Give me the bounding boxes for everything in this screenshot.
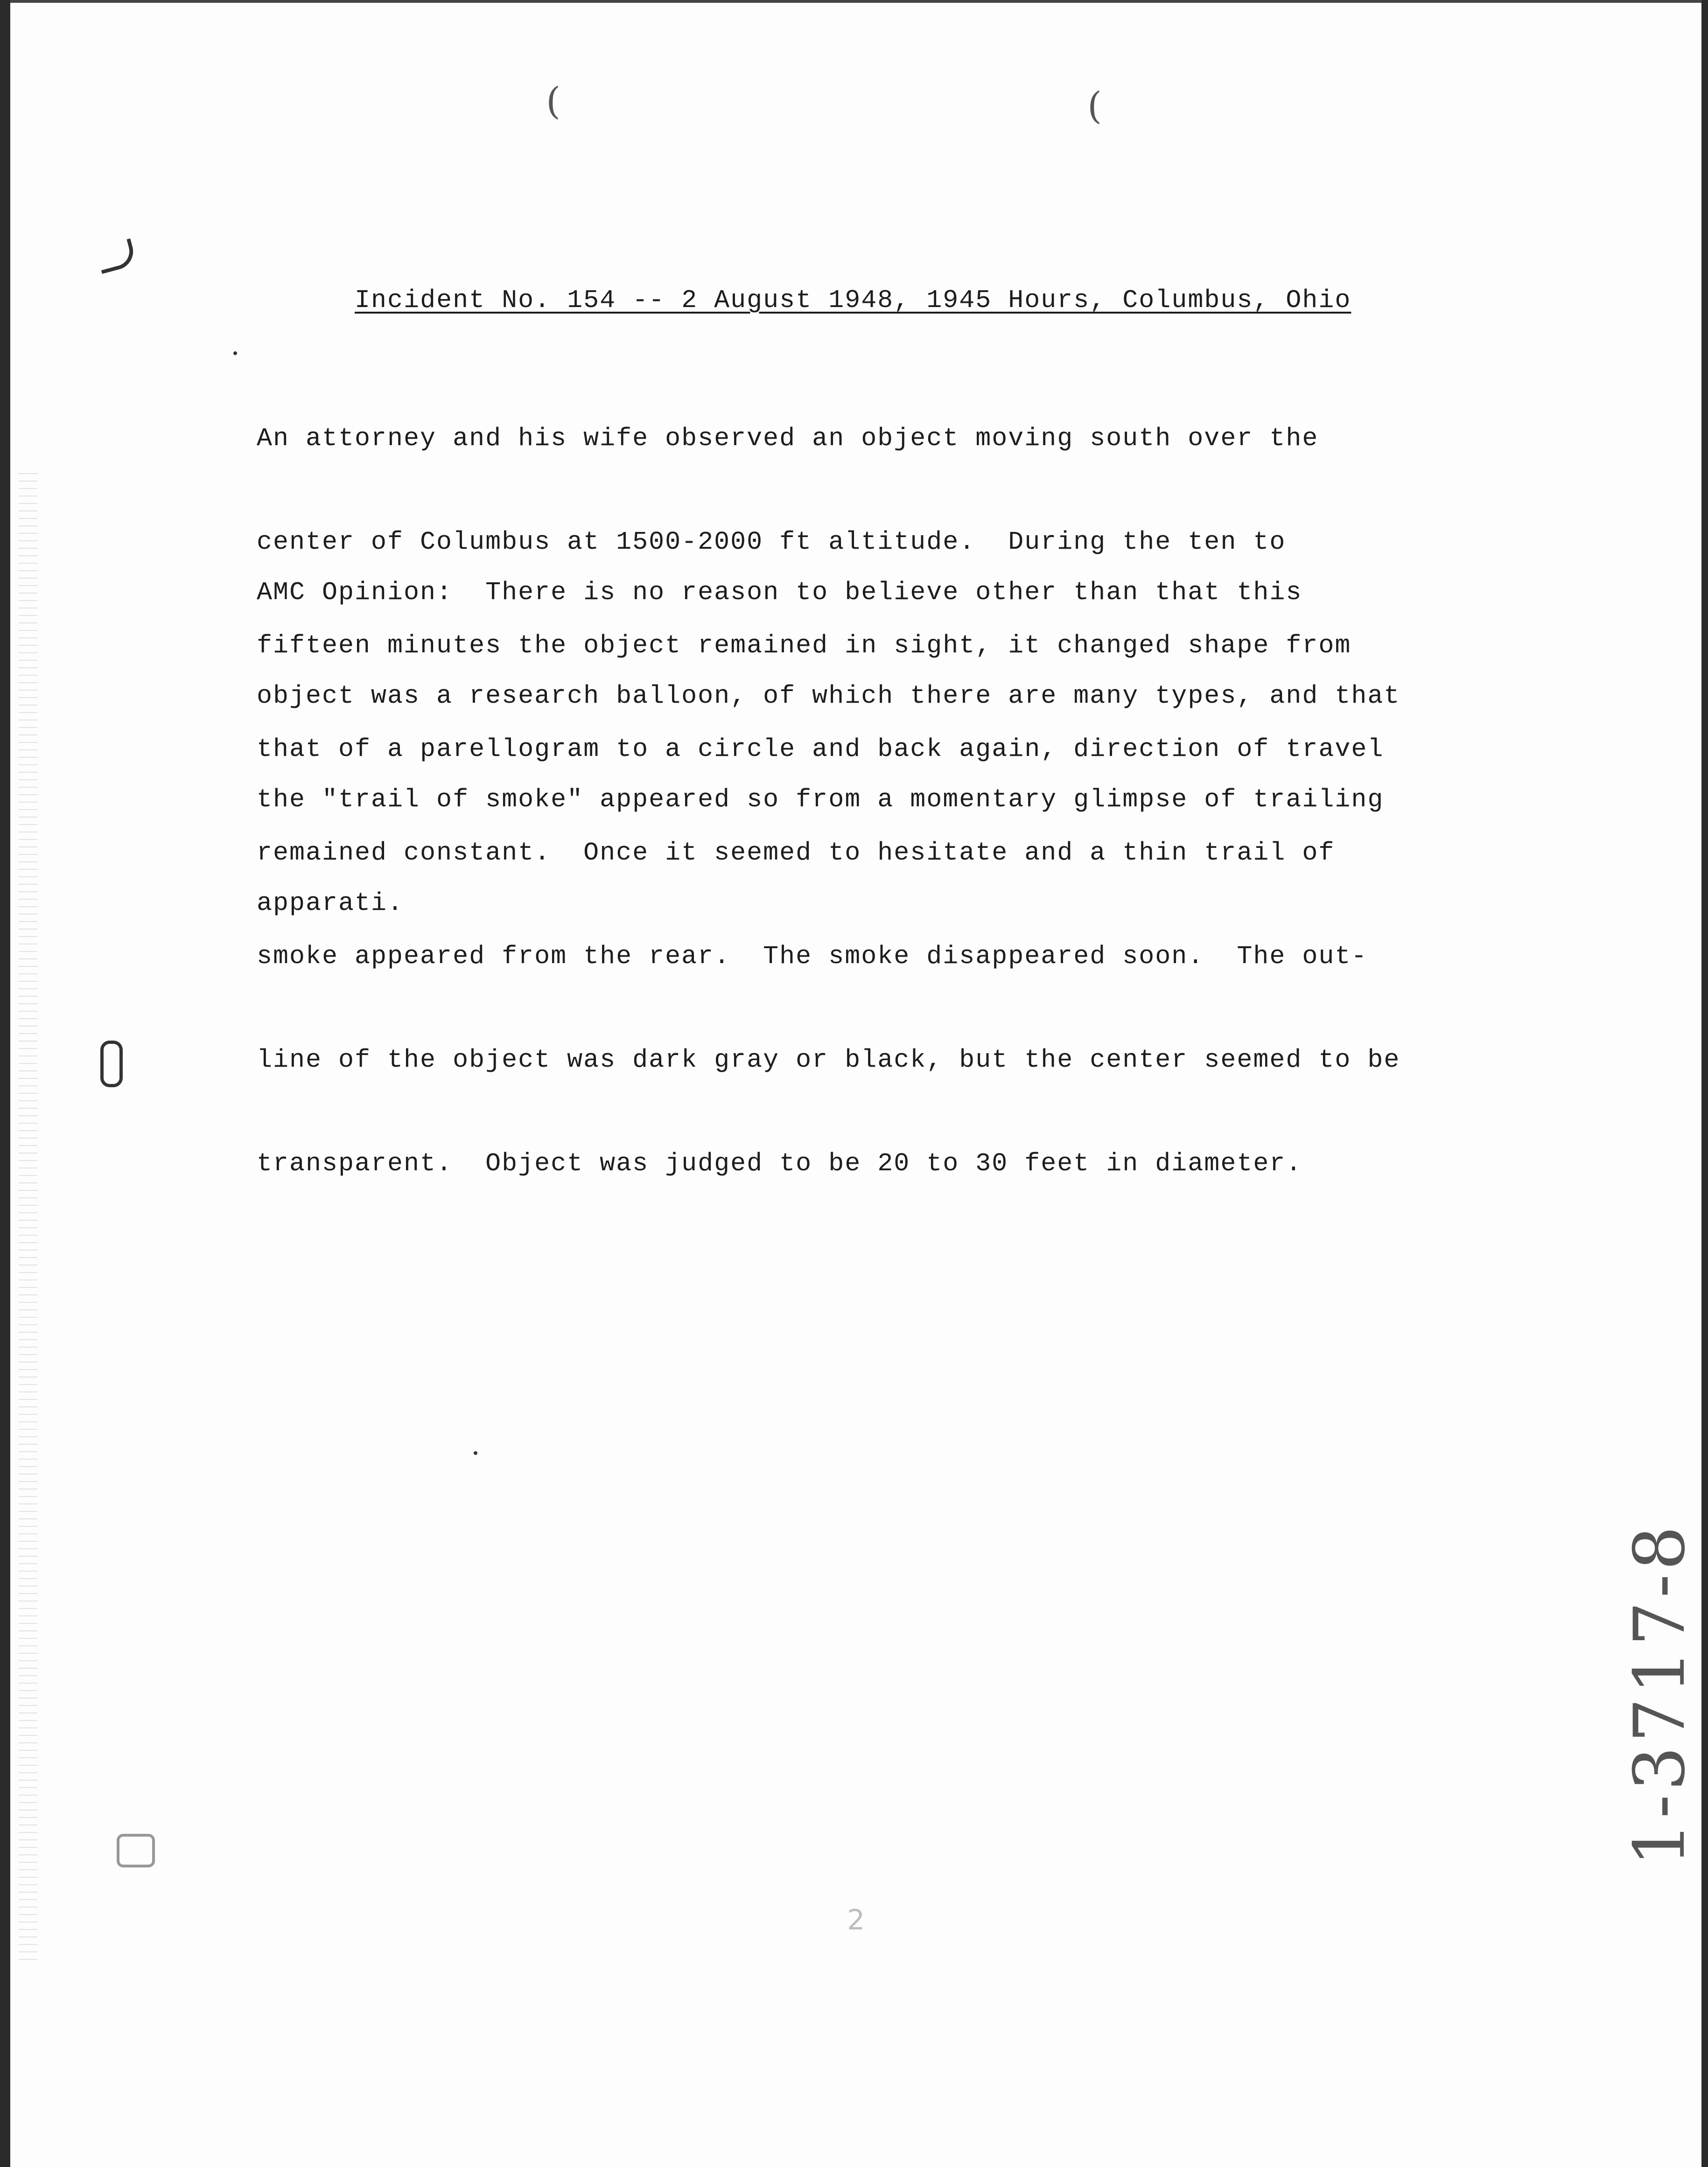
scan-border-left	[0, 0, 10, 2167]
incident-line: remained constant. Once it seemed to hesitate and a thin trail of	[257, 838, 1335, 867]
incident-line: that of a parellogram to a circle and back again, direction of travel	[257, 734, 1384, 764]
opinion-line: AMC Opinion: There is no reason to believe other than that this	[257, 578, 1302, 607]
opinion-paragraph	[257, 506, 1400, 990]
incident-line: fifteen minutes the object remained in sight, it changed shape from	[257, 631, 1351, 660]
opinion-line: object was a research balloon, of which there are many types, and that	[257, 681, 1400, 711]
scan-border-top	[0, 0, 1708, 3]
incident-line: line of the object was dark gray or black, but the center seemed to be	[257, 1045, 1400, 1075]
incident-line: An attorney and his wife observed an object moving south over the	[257, 424, 1319, 453]
incident-heading-underlined: Incident No. 154 -- 2 August 1948, 1945 Hours, Columbus, Ohio	[355, 286, 1351, 315]
incident-heading-line	[257, 249, 1400, 352]
page-number: 2	[847, 1904, 865, 1936]
punch-hole-mark	[100, 1041, 123, 1087]
scan-edge-noise	[19, 467, 37, 1960]
scan-mark-paren: (	[1087, 84, 1102, 127]
punch-hole-mark	[117, 1834, 155, 1867]
scan-mark-paren: (	[546, 79, 561, 123]
incident-line: transparent. Object was judged to be 20 to 30 feet in diameter.	[257, 1149, 1302, 1178]
opinion-line: apparati.	[257, 888, 404, 918]
handwritten-margin-note: 1-3717-8	[1619, 1522, 1701, 1866]
scan-speck	[474, 1451, 477, 1455]
scan-mark-curve	[95, 238, 137, 274]
incident-line: smoke appeared from the rear. The smoke disappeared soon. The out-	[257, 942, 1368, 971]
scan-speck	[233, 351, 237, 355]
scan-border-right	[1701, 0, 1708, 2167]
incident-line: center of Columbus at 1500-2000 ft altitude. During the ten to	[257, 527, 1286, 557]
opinion-line: the "trail of smoke" appeared so from a momentary glimpse of trailing	[257, 785, 1384, 814]
